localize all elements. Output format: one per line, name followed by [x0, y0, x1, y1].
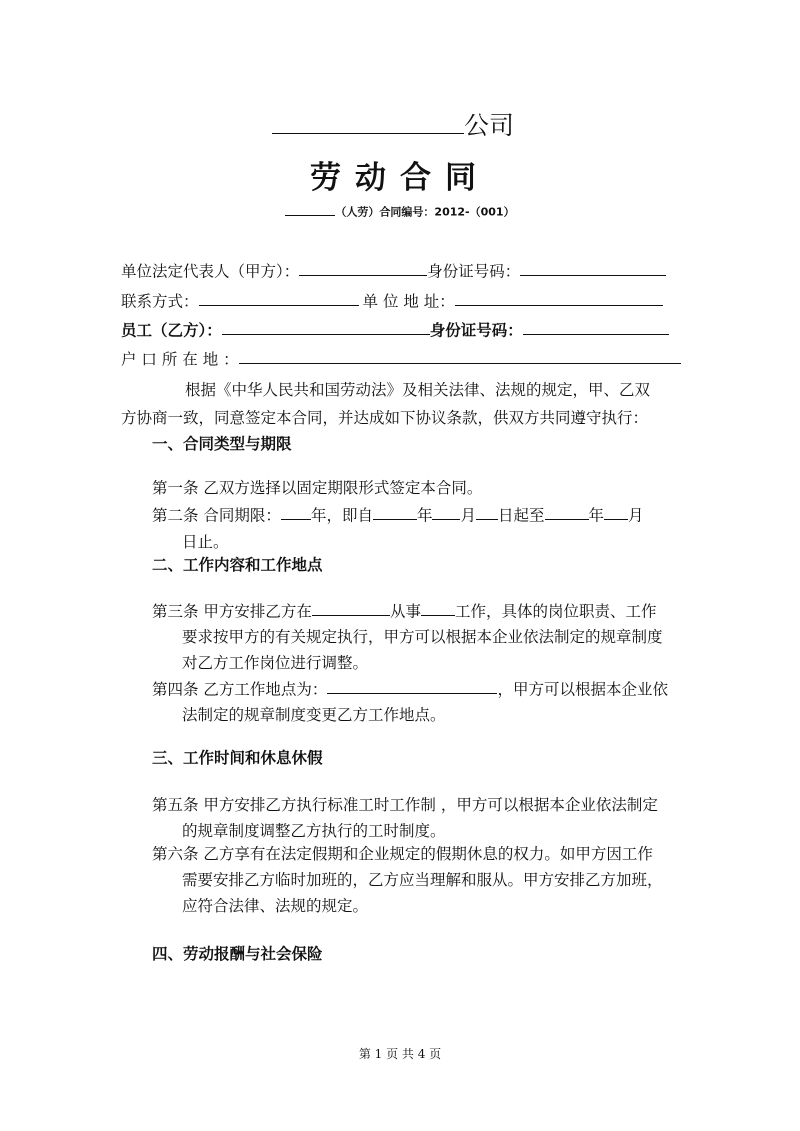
contact-label: 联系方式：	[121, 292, 199, 311]
section-2-heading: 二、工作内容和工作地点	[152, 556, 323, 574]
start-year-blank	[373, 503, 417, 520]
clause-4-a: 第四条 乙方工作地点为：	[152, 680, 328, 699]
section-4-heading: 四、劳动报酬与社会保险	[152, 945, 323, 963]
hukou-blank	[239, 347, 681, 364]
clause-6-line-1: 第六条 乙方享有在法定假期和企业规定的假期休息的权力。如甲方因工作	[152, 845, 653, 863]
clause-2-from: 日起至	[497, 506, 545, 525]
clause-2-y2: 年	[416, 506, 433, 525]
contract-number	[0, 203, 800, 220]
clause-4-line-2: 法制定的规章制度变更乙方工作地点。	[182, 706, 446, 724]
clause-6-line-3: 应符合法律、法规的规定。	[182, 897, 369, 915]
clause-3-a: 第三条 甲方安排乙方在	[152, 602, 312, 621]
id-label-2: 身份证号码：	[429, 320, 523, 340]
rep-row	[121, 259, 666, 281]
section-3-heading: 三、工作时间和休息休假	[152, 749, 323, 767]
document-title: 劳动合同	[310, 160, 490, 196]
clause-2-year: 年，即自	[310, 506, 373, 525]
rep-blank	[299, 259, 427, 276]
id-label-1: 身份证号码：	[427, 262, 521, 281]
clause-3-line-2: 要求按甲方的有关规定执行，甲方可以根据本企业依法制定的规章制度	[182, 628, 663, 646]
job-blank	[421, 599, 455, 616]
contact-row	[121, 289, 663, 311]
end-year-blank	[545, 503, 589, 520]
years-blank	[281, 503, 311, 520]
start-month-blank	[432, 503, 460, 520]
employee-row	[121, 318, 669, 340]
employee-label: 员工（乙方）：	[121, 320, 222, 340]
page-footer: 第 1 页 共 4 页	[358, 1047, 442, 1061]
contact-blank	[199, 289, 359, 306]
intro-line-2: 方协商一致，同意签定本合同，并达成如下协议条款，供双方共同遵守执行：	[121, 409, 649, 427]
id-blank-1	[520, 259, 666, 276]
section-1-heading: 一、合同类型与期限	[152, 435, 292, 453]
intro-line-1: 根据《中华人民共和国劳动法》及相关法律、法规的规定，甲、乙双	[185, 381, 651, 399]
clause-3	[152, 599, 656, 621]
id-blank-2	[523, 318, 669, 335]
contract-number-text: （人劳）合同编号：2012-（001）	[335, 205, 515, 219]
contract-prefix-blank	[285, 203, 335, 216]
company-name-line	[272, 106, 514, 142]
address-label: 单 位 地 址：	[362, 292, 455, 311]
clause-6-line-2: 需要安排乙方临时加班的，乙方应当理解和服从。甲方安排乙方加班，	[182, 871, 663, 889]
department-blank	[312, 599, 390, 616]
clause-2-y3: 年	[588, 506, 605, 525]
hukou-row	[121, 347, 681, 369]
clause-2-label: 第二条 合同期限：	[152, 506, 281, 525]
address-blank	[455, 289, 663, 306]
rep-label: 单位法定代表人（甲方）：	[121, 262, 300, 281]
work-location-blank	[327, 677, 497, 694]
start-day-blank	[476, 503, 498, 520]
clause-3-b: 从事	[389, 602, 421, 621]
employee-blank	[222, 318, 430, 335]
clause-4	[152, 677, 668, 699]
clause-3-line-3: 对乙方工作岗位进行调整。	[182, 654, 369, 672]
clause-5-line-1: 第五条 甲方安排乙方执行标准工时工作制 ，甲方可以根据本企业依法制定	[152, 796, 658, 814]
clause-2	[152, 503, 644, 525]
company-suffix: 公司	[464, 111, 515, 140]
hukou-label: 户 口 所 在 地 ：	[121, 350, 239, 369]
clause-4-b: ，甲方可以根据本企业依	[497, 680, 668, 699]
clause-2-m: 月	[460, 506, 476, 525]
clause-5-line-2: 的规章制度调整乙方执行的工时制度。	[182, 822, 446, 840]
company-name-blank	[272, 107, 464, 134]
clause-1: 第一条 乙双方选择以固定期限形式签定本合同。	[152, 479, 483, 497]
clause-2-end: 日止。	[182, 533, 229, 551]
end-month-blank	[604, 503, 628, 520]
clause-3-c: 工作，具体的岗位职责、工作	[454, 602, 657, 621]
clause-2-m2: 月	[628, 506, 644, 525]
